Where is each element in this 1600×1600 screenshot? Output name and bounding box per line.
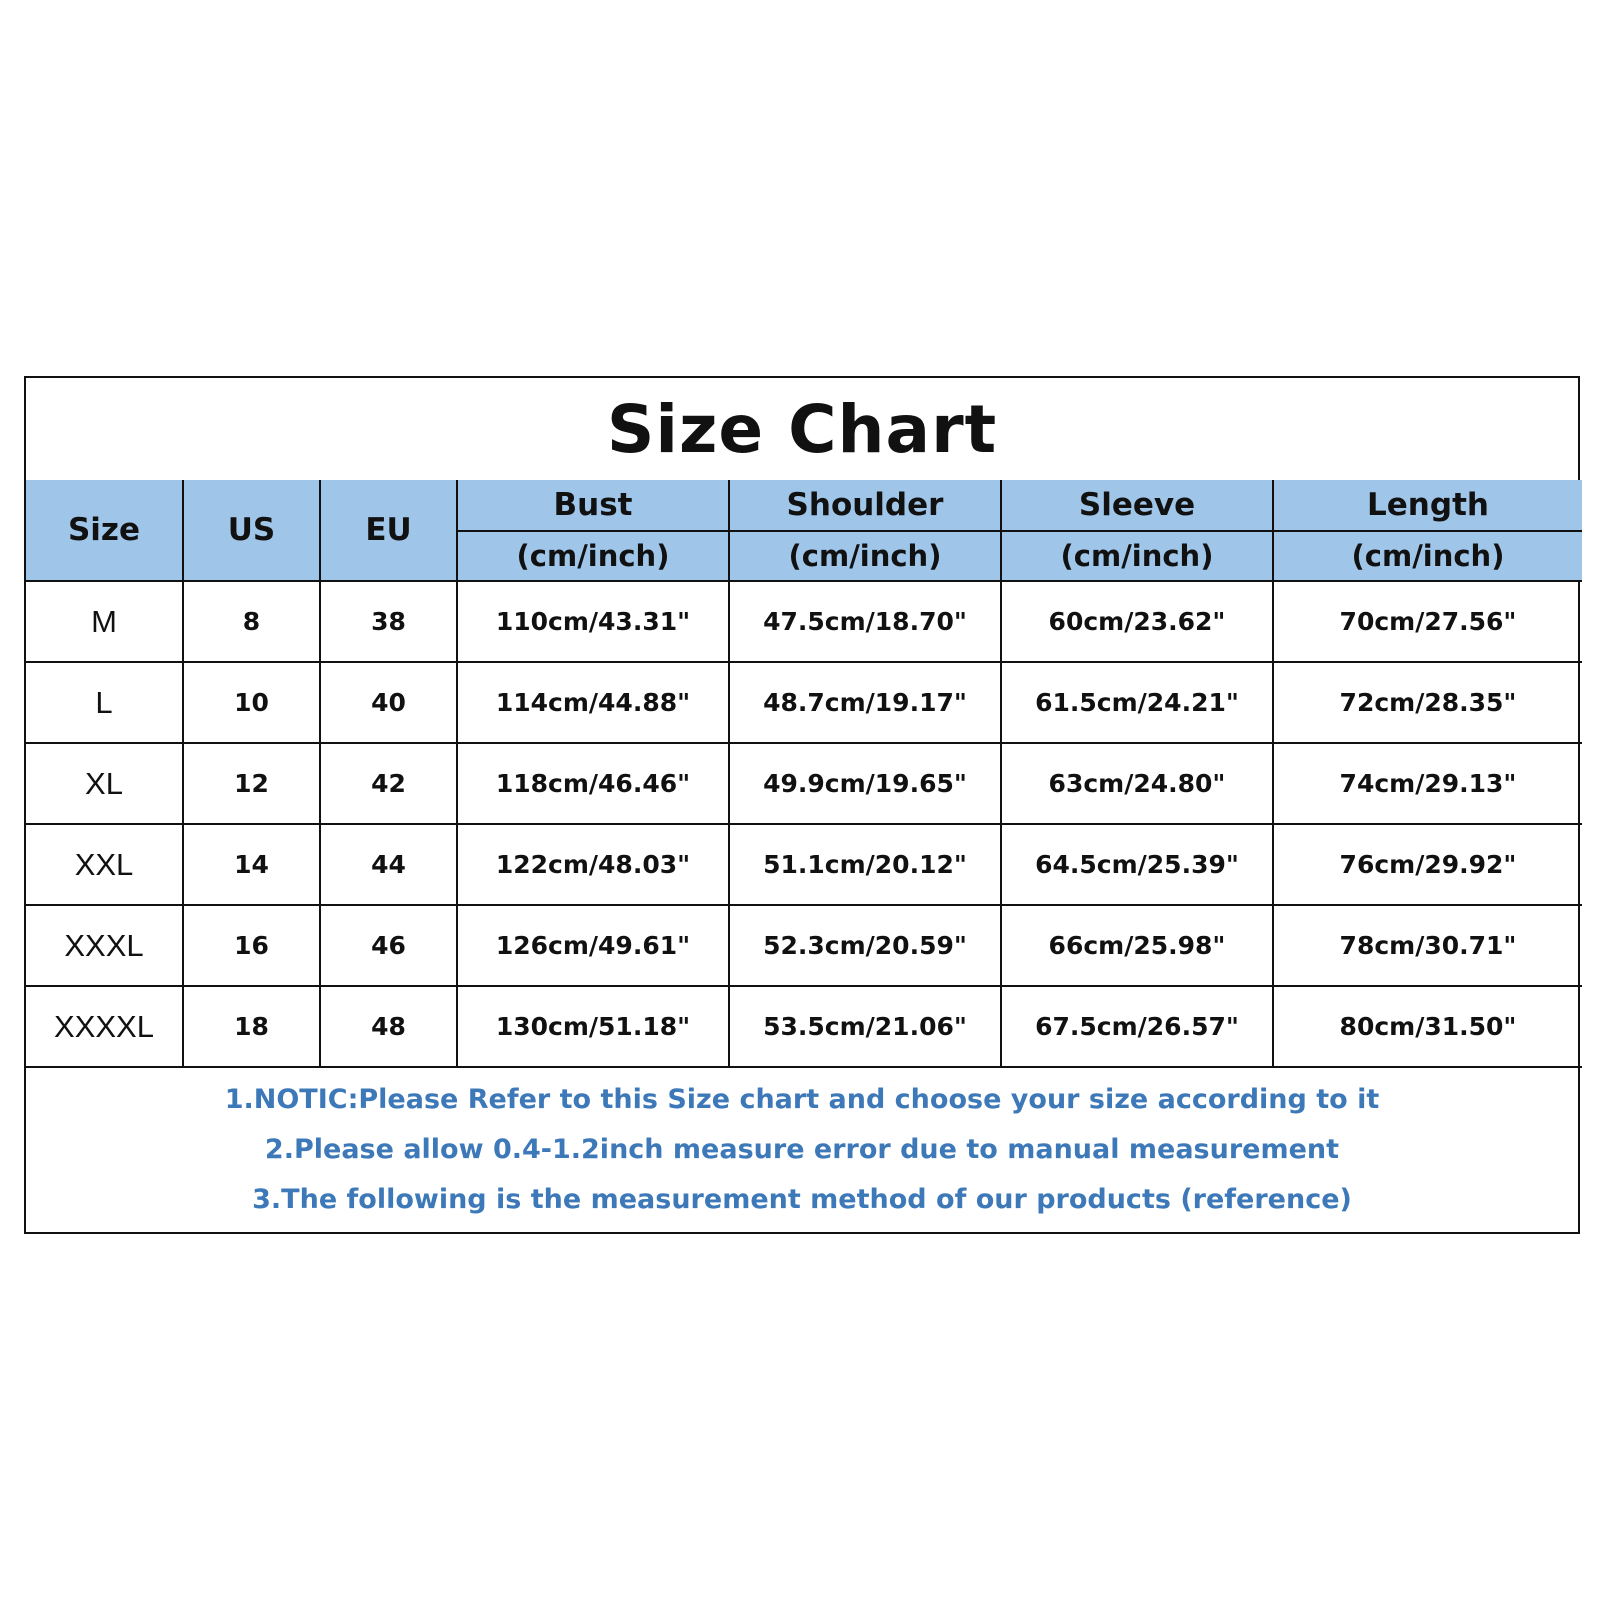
cell-us: 10 — [183, 662, 320, 743]
table-row — [26, 824, 1582, 905]
cell-eu: 48 — [320, 986, 457, 1067]
cell-size: XXXXL — [26, 986, 183, 1067]
table-row — [26, 581, 1582, 662]
cell-bust: 130cm/51.18" — [457, 986, 729, 1067]
cell-shoulder: 52.3cm/20.59" — [729, 905, 1001, 986]
table-row — [26, 905, 1582, 986]
header-length: Length — [1273, 480, 1582, 531]
header-sleeve-unit: (cm/inch) — [1001, 531, 1273, 581]
cell-length: 80cm/31.50" — [1273, 986, 1582, 1067]
cell-shoulder: 48.7cm/19.17" — [729, 662, 1001, 743]
cell-eu: 46 — [320, 905, 457, 986]
cell-shoulder: 49.9cm/19.65" — [729, 743, 1001, 824]
cell-size: M — [26, 581, 183, 662]
cell-length: 78cm/30.71" — [1273, 905, 1582, 986]
header-us: US — [183, 480, 320, 581]
note-line-3: 3.The following is the measurement method of our products (reference) — [252, 1184, 1352, 1215]
table-row — [26, 986, 1582, 1067]
header-bust: Bust — [457, 480, 729, 531]
cell-eu: 44 — [320, 824, 457, 905]
header-length-unit: (cm/inch) — [1273, 531, 1582, 581]
chart-title: Size Chart — [26, 378, 1578, 482]
cell-sleeve: 60cm/23.62" — [1001, 581, 1273, 662]
cell-length: 76cm/29.92" — [1273, 824, 1582, 905]
cell-bust: 118cm/46.46" — [457, 743, 729, 824]
table-row — [26, 743, 1582, 824]
cell-us: 12 — [183, 743, 320, 824]
cell-length: 72cm/28.35" — [1273, 662, 1582, 743]
cell-shoulder: 53.5cm/21.06" — [729, 986, 1001, 1067]
header-eu: EU — [320, 480, 457, 581]
header-bust-unit: (cm/inch) — [457, 531, 729, 581]
header-size: Size — [26, 480, 183, 581]
note-line-2: 2.Please allow 0.4-1.2inch measure error due to manual measurement — [264, 1134, 1340, 1165]
cell-sleeve: 63cm/24.80" — [1001, 743, 1273, 824]
cell-sleeve: 67.5cm/26.57" — [1001, 986, 1273, 1067]
cell-bust: 126cm/49.61" — [457, 905, 729, 986]
notes-section — [26, 1070, 1578, 1230]
cell-us: 18 — [183, 986, 320, 1067]
cell-sleeve: 64.5cm/25.39" — [1001, 824, 1273, 905]
cell-bust: 110cm/43.31" — [457, 581, 729, 662]
cell-us: 8 — [183, 581, 320, 662]
size-chart — [24, 376, 1580, 1234]
cell-us: 14 — [183, 824, 320, 905]
cell-length: 70cm/27.56" — [1273, 581, 1582, 662]
cell-shoulder: 51.1cm/20.12" — [729, 824, 1001, 905]
cell-shoulder: 47.5cm/18.70" — [729, 581, 1001, 662]
cell-length: 74cm/29.13" — [1273, 743, 1582, 824]
note-line-1: 1.NOTIC:Please Refer to this Size chart and choose your size according to it — [224, 1084, 1380, 1115]
cell-eu: 40 — [320, 662, 457, 743]
cell-size: XXXL — [26, 905, 183, 986]
cell-size: XL — [26, 743, 183, 824]
cell-sleeve: 61.5cm/24.21" — [1001, 662, 1273, 743]
cell-bust: 114cm/44.88" — [457, 662, 729, 743]
cell-size: L — [26, 662, 183, 743]
header-shoulder: Shoulder — [729, 480, 1001, 531]
size-table — [26, 480, 1582, 1068]
cell-bust: 122cm/48.03" — [457, 824, 729, 905]
cell-us: 16 — [183, 905, 320, 986]
cell-size: XXL — [26, 824, 183, 905]
header-sleeve: Sleeve — [1001, 480, 1273, 531]
cell-eu: 42 — [320, 743, 457, 824]
cell-eu: 38 — [320, 581, 457, 662]
table-row — [26, 662, 1582, 743]
header-shoulder-unit: (cm/inch) — [729, 531, 1001, 581]
cell-sleeve: 66cm/25.98" — [1001, 905, 1273, 986]
